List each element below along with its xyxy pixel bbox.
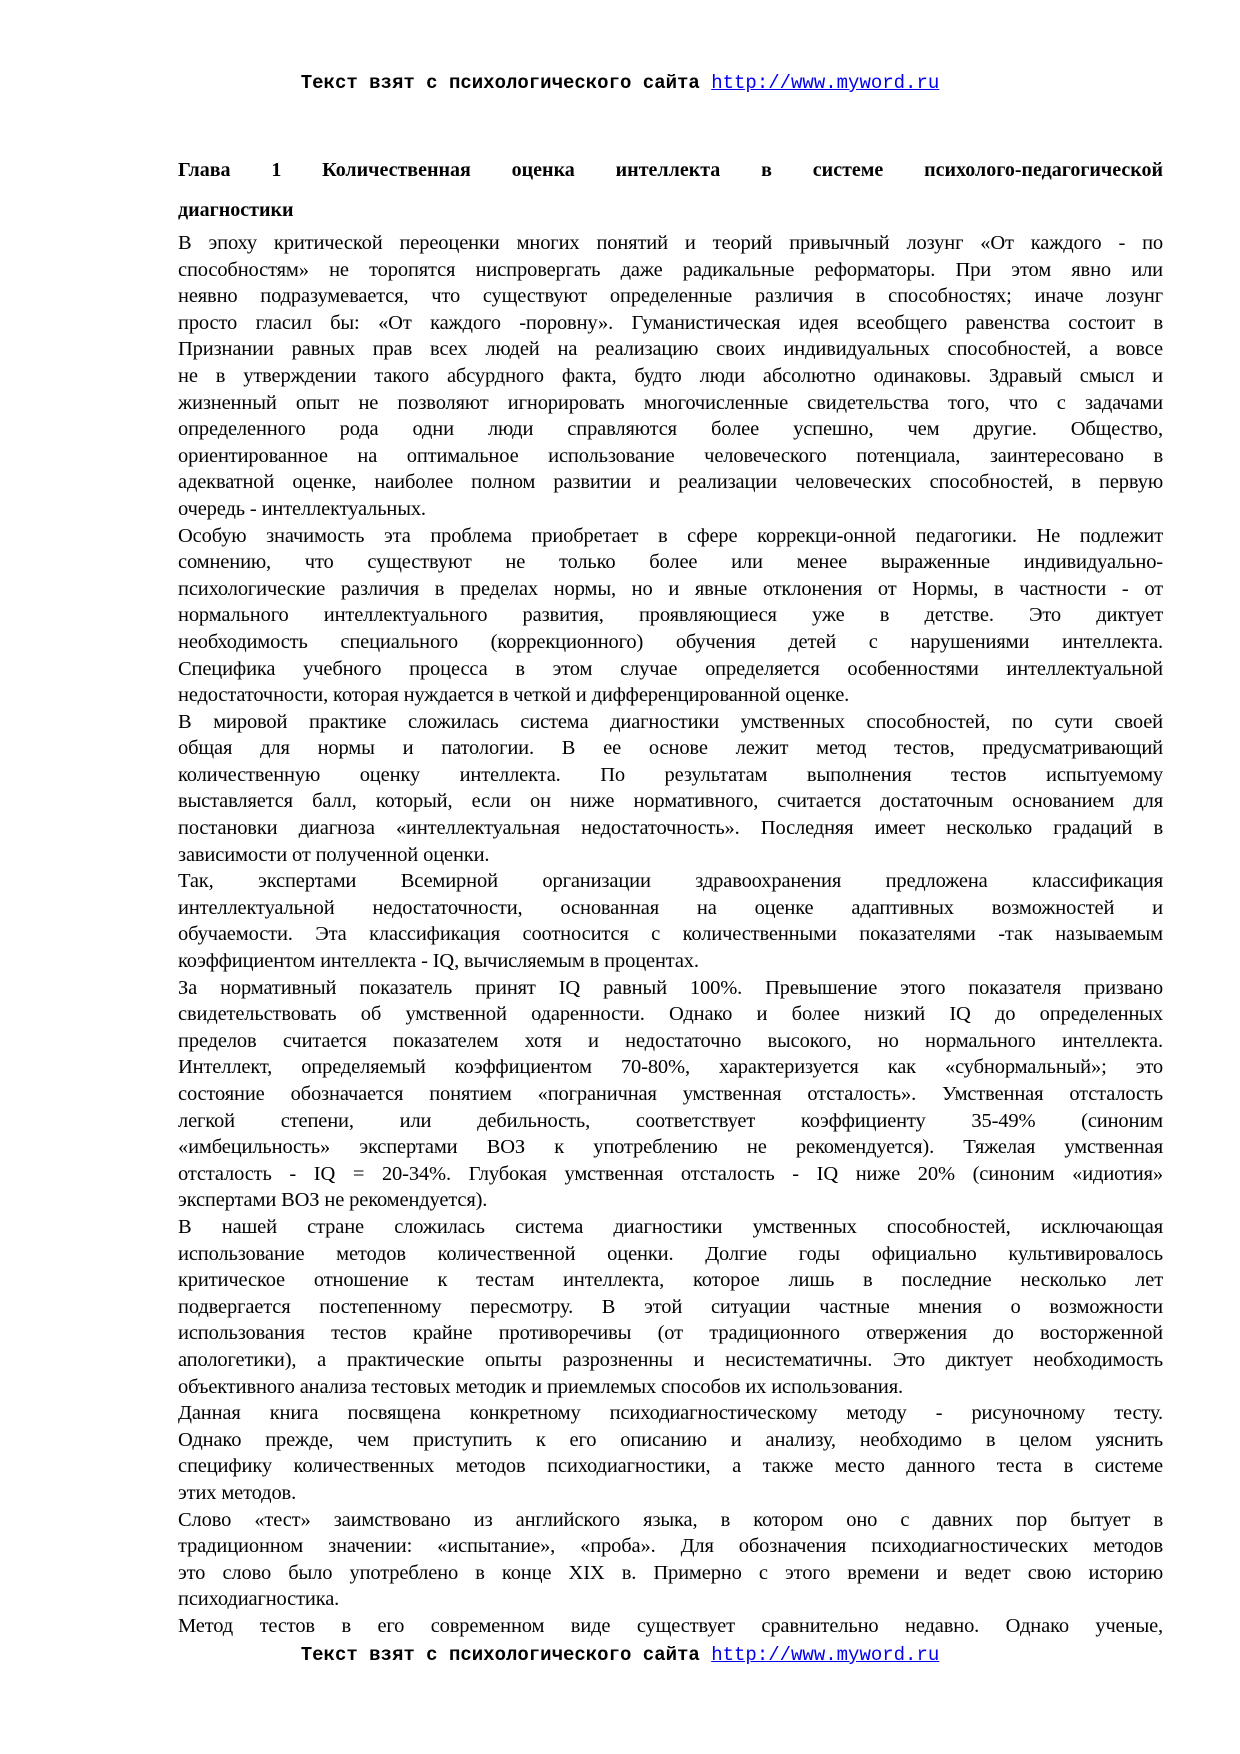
paragraph-line: жизненный опыт не позволяют игнорировать многочисленные свидетельства того, что с задачами xyxy=(178,391,1163,414)
running-header-link[interactable]: http://www.myword.ru xyxy=(711,72,940,94)
paragraph-line: Так, экспертами Всемирной организации здравоохранения предложена классификация xyxy=(178,870,1163,893)
running-footer xyxy=(0,1644,1240,1666)
chapter-heading xyxy=(178,150,1163,230)
body-text xyxy=(178,230,1163,1639)
paragraph-line: выставляется балл, который, если он ниже нормативного, считается достаточным основанием для xyxy=(178,790,1163,813)
paragraph-line: коэффициентом интеллекта - IQ, вычисляемым в процентах. xyxy=(178,950,699,973)
paragraph-line: ориентированное на оптимальное использование человеческого потенциала, заинтересовано в xyxy=(178,444,1163,467)
paragraph-line: Метод тестов в его современном виде существует сравнительно недавно. Однако ученые, xyxy=(178,1614,1163,1637)
paragraph-line: использования тестов крайне противоречивы (от традиционного отвержения до восторженной xyxy=(178,1322,1163,1345)
paragraph-line: отсталость - IQ = 20-34%. Глубокая умственная отсталость - IQ ниже 20% (синоним «идиотия» xyxy=(178,1162,1163,1185)
paragraph xyxy=(178,523,1163,709)
paragraph xyxy=(178,975,1163,1214)
paragraph-line: нормального интеллектуального развития, проявляющиеся уже в детстве. Это диктует xyxy=(178,604,1163,627)
paragraph-line: Интеллект, определяемый коэффициентом 70-80%, характеризуется как «субнормальный»; это xyxy=(178,1056,1163,1079)
paragraph-line: Особую значимость эта проблема приобретает в сфере коррекци-онной педагогики. Не подлежит xyxy=(178,524,1163,547)
paragraph-line: способностям» не торопятся ниспровергать даже радикальные реформаторы. При этом явно или xyxy=(178,258,1163,281)
paragraph-line: психологические различия в пределах нормы, но и явные отклонения от Нормы, в частности - от xyxy=(178,577,1163,600)
paragraph-line: недостаточности, которая нуждается в четкой и дифференцированной оценке. xyxy=(178,684,850,707)
paragraph-line: пределов считается показателем хотя и недостаточно высокого, но нормального интеллекта. xyxy=(178,1029,1163,1052)
document-body xyxy=(178,150,1163,1639)
paragraph-line: За нормативный показатель принят IQ равный 100%. Превышение этого показателя призвано xyxy=(178,976,1163,999)
paragraph-line: экспертами ВОЗ не рекомендуется). xyxy=(178,1189,488,1212)
paragraph xyxy=(178,1613,1163,1640)
running-footer-link[interactable]: http://www.myword.ru xyxy=(711,1644,940,1666)
chapter-heading-line: диагностики xyxy=(178,199,294,221)
paragraph-line: не в утверждении такого абсурдного факта, будто люди абсолютно одинаковы. Здравый смысл и xyxy=(178,364,1163,387)
running-header-text: Текст взят с психологического сайта xyxy=(300,72,700,94)
running-footer-text: Текст взят с психологического сайта xyxy=(300,1644,700,1666)
paragraph-line: легкой степени, или дебильность, соответствует коэффициенту 35-49% (синоним xyxy=(178,1109,1163,1132)
paragraph-line: традиционном значении: «испытание», «проба». Для обозначения психодиагностических методов xyxy=(178,1535,1163,1558)
paragraph-line: «имбецильность» экспертами ВОЗ к употреблению не рекомендуется). Тяжелая умственная xyxy=(178,1136,1163,1159)
paragraph-line: специфику количественных методов психодиагностики, а также место данного теста в системе xyxy=(178,1455,1163,1478)
paragraph-line: апологетики), а практические опыты разрозненны и несистематичны. Это диктует необходимость xyxy=(178,1348,1163,1371)
paragraph-line: психодиагностика. xyxy=(178,1588,340,1611)
paragraph-line: определенного рода одни люди справляются более успешно, чем другие. Общество, xyxy=(178,418,1163,441)
paragraph-line: Признании равных прав всех людей на реализацию своих индивидуальных способностей, а вовсе xyxy=(178,338,1163,361)
paragraph-line: Специфика учебного процесса в этом случае определяется особенностями интеллектуальной xyxy=(178,657,1163,680)
paragraph xyxy=(178,1507,1163,1613)
paragraph-line: состояние обозначается понятием «пограничная умственная отсталость». Умственная отсталость xyxy=(178,1083,1163,1105)
paragraph xyxy=(178,1214,1163,1400)
paragraph-line: количественную оценку интеллекта. По результатам выполнения тестов испытуемому xyxy=(178,763,1163,786)
paragraph-line: В мировой практике сложилась система диагностики умственных способностей, по сути своей xyxy=(178,710,1163,733)
paragraph-line: просто гласил бы: «От каждого -поровну». Гуманистическая идея всеобщего равенства состоит в xyxy=(178,311,1163,334)
paragraph-line: этих методов. xyxy=(178,1481,297,1504)
running-header xyxy=(0,72,1240,94)
paragraph-line: необходимость специального (коррекционного) обучения детей с нарушениями интеллекта. xyxy=(178,630,1163,653)
paragraph-line: интеллектуальной недостаточности, основанная на оценке адаптивных возможностей и xyxy=(178,896,1163,919)
chapter-heading-line: Глава 1 Количественная оценка интеллекта в системе психолого-педагогической xyxy=(178,159,1163,181)
paragraph-line: В нашей стране сложилась система диагностики умственных способностей, исключающая xyxy=(178,1215,1163,1238)
paragraph-line: критическое отношение к тестам интеллекта, которое лишь в последние несколько лет xyxy=(178,1269,1163,1292)
paragraph xyxy=(178,1400,1163,1506)
paragraph-line: очередь - интеллектуальных. xyxy=(178,497,426,520)
paragraph-line: зависимости от полученной оценки. xyxy=(178,843,490,866)
paragraph-line: подвергается постепенному пересмотру. В этой ситуации частные мнения о возможности xyxy=(178,1295,1163,1318)
paragraph-line: адекватной оценке, наиболее полном развитии и реализации человеческих способностей, в первую xyxy=(178,471,1163,494)
paragraph-line: В эпоху критической переоценки многих понятий и теорий привычный лозунг «От каждого - по xyxy=(178,232,1163,254)
paragraph-line: общая для нормы и патологии. В ее основе лежит метод тестов, предусматривающий xyxy=(178,737,1163,760)
paragraph-line: объективного анализа тестовых методик и приемлемых способов их использования. xyxy=(178,1375,903,1398)
paragraph-line: постановки диагноза «интеллектуальная недостаточность». Последняя имеет несколько градаций в xyxy=(178,817,1163,840)
paragraph-line: неявно подразумевается, что существуют определенные различия в способностях; иначе лозунг xyxy=(178,285,1163,308)
paragraph-line: Однако прежде, чем приступить к его описанию и анализу, необходимо в целом уяснить xyxy=(178,1428,1163,1451)
paragraph xyxy=(178,709,1163,869)
paragraph xyxy=(178,230,1163,523)
paragraph-line: обучаемости. Эта классификация соотносится с количественными показателями -так называемым xyxy=(178,923,1163,946)
paragraph-line: Слово «тест» заимствовано из английского языка, в котором оно с давних пор бытует в xyxy=(178,1508,1163,1531)
paragraph-line: Данная книга посвящена конкретному психодиагностическому методу - рисуночному тесту. xyxy=(178,1402,1163,1425)
paragraph-line: свидетельствовать об умственной одаренности. Однако и более низкий IQ до определенных xyxy=(178,1003,1163,1026)
paragraph-line: использование методов количественной оценки. Долгие годы официально культивировалось xyxy=(178,1242,1163,1265)
paragraph-line: это слово было употреблено в конце XIX в. Примерно с этого времени и ведет свою историю xyxy=(178,1561,1163,1584)
paragraph-line: сомнению, что существуют не только более или менее выраженные индивидуально- xyxy=(178,551,1163,574)
paragraph xyxy=(178,868,1163,974)
